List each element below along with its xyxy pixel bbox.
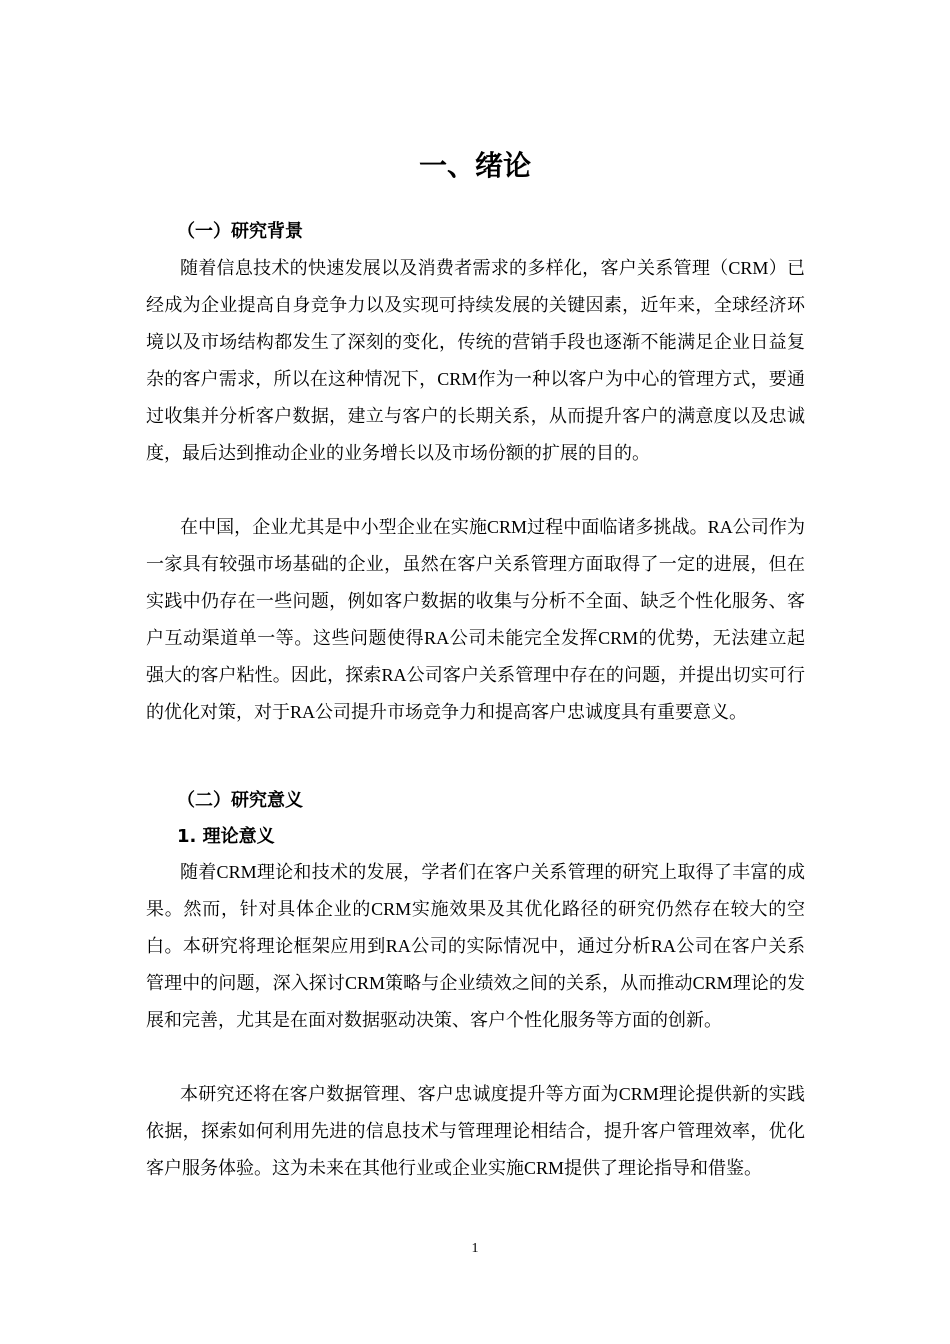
section-heading-background: （一）研究背景 [177, 221, 303, 242]
subsection-heading-theory: 1. 理论意义 [177, 826, 275, 847]
paragraph-background-2: 在中国，企业尤其是中小型企业在实施CRM过程中面临诸多挑战。RA公司作为一家具有较强市场基础的企业，虽然在客户关系管理方面取得了一定的进展，但在实践中仍存在一些问题，例如客户数据的收集与分析不全面、缺乏个性化服务、客户互动渠道单一等。这些问题使得RA公司未能完全发挥CRM的优势，无法建立起强大的客户粘性。因此，探索RA公司客户关系管理中存在的问题，并提出切实可行的优化对策，对于RA公司提升市场竞争力和提高客户忠诚度具有重要意义。 [146, 517, 805, 722]
paragraph-background-1: 随着信息技术的快速发展以及消费者需求的多样化，客户关系管理（CRM）已经成为企业提高自身竞争力以及实现可持续发展的关键因素，近年来，全球经济环境以及市场结构都发生了深刻的变化，传统的营销手段也逐渐不能满足企业日益复杂的客户需求，所以在这种情况下，CRM作为一种以客户为中心的管理方式，要通过收集并分析客户数据，建立与客户的长期关系，从而提升客户的满意度以及忠诚度，最后达到推动企业的业务增长以及市场份额的扩展的目的。 [146, 258, 805, 463]
section-heading-significance: （二）研究意义 [177, 790, 303, 811]
paragraph-theory-2: 本研究还将在客户数据管理、客户忠诚度提升等方面为CRM理论提供新的实践依据，探索如何利用先进的信息技术与管理理论相结合，提升客户管理效率，优化客户服务体验。这为未来在其他行业或企业实施CRM提供了理论指导和借鉴。 [146, 1084, 805, 1178]
chapter-title: 一、绪论 [418, 149, 531, 182]
paragraph-theory-1: 随着CRM理论和技术的发展，学者们在客户关系管理的研究上取得了丰富的成果。然而，针对具体企业的CRM实施效果及其优化路径的研究仍然存在较大的空白。本研究将理论框架应用到RA公司的实际情况中，通过分析RA公司在客户关系管理中的问题，深入探讨CRM策略与企业绩效之间的关系，从而推动CRM理论的发展和完善，尤其是在面对数据驱动决策、客户个性化服务等方面的创新。 [146, 862, 805, 1030]
page-number: 1 [471, 1241, 479, 1256]
